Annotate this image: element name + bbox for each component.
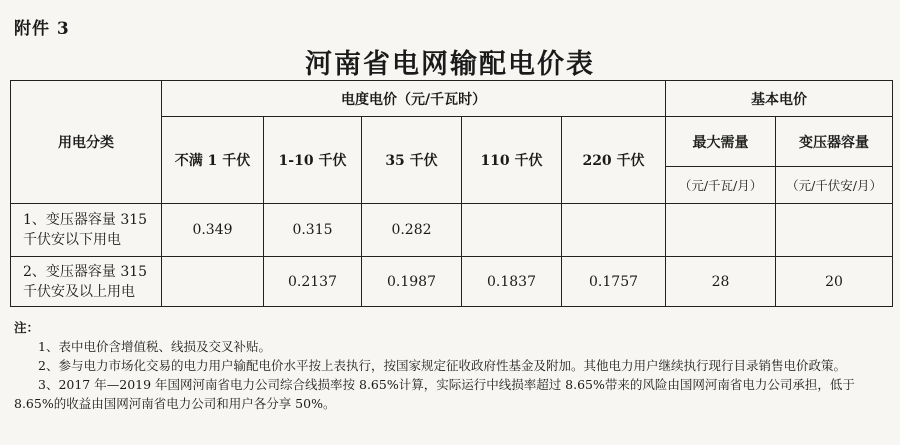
- transformer-capacity-header: 变压器容量: [776, 117, 893, 167]
- max-demand-header: 最大需量: [666, 117, 776, 167]
- row-label-line: 千伏安以下用电: [23, 232, 121, 248]
- table-cell: 0.315: [264, 204, 362, 257]
- table-row: [11, 257, 893, 307]
- attachment-label: 附件 3: [14, 19, 70, 39]
- table-cell: 20: [776, 257, 893, 307]
- note-item: 3、2017 年—2019 年国网河南省电力公司综合线损率按 8.65%计算，实际运行中线损率超过 8.65%带来的风险由国网河南省电力公司承担，低于 8.65%的收益由国网河南省电力公司和用户各分享 50%。: [14, 377, 855, 411]
- table-cell: 0.2137: [264, 257, 362, 307]
- page-title: 河南省电网输配电价表: [305, 49, 595, 80]
- notes-heading: 注：: [14, 320, 40, 335]
- category-header: 用电分类: [11, 81, 162, 204]
- table-cell: [776, 204, 893, 257]
- price-table: [10, 80, 893, 307]
- row-label-line: 2、变压器容量 315: [23, 263, 148, 280]
- note-item: 2、参与电力市场化交易的电力用户输配电价水平按上表执行，按国家规定征收政府性基金及附加。其他电力用户继续执行现行目录销售电价政策。: [38, 358, 846, 373]
- table-cell: [666, 204, 776, 257]
- voltage-header: 35 千伏: [362, 117, 462, 204]
- row-label-line: 千伏安及以上用电: [23, 283, 135, 300]
- energy-price-header: 电度电价（元/千瓦时）: [162, 81, 666, 117]
- table-cell: 0.1837: [462, 257, 562, 307]
- max-demand-unit: （元/千瓦/月）: [666, 167, 776, 204]
- table-cell: 0.282: [362, 204, 462, 257]
- table-cell: 0.1987: [362, 257, 462, 307]
- table-cell: [562, 204, 666, 257]
- transformer-capacity-unit: （元/千伏安/月）: [776, 167, 893, 204]
- basic-price-header: 基本电价: [666, 81, 893, 117]
- table-cell: 0.1757: [562, 257, 666, 307]
- table-cell: 0.349: [162, 204, 264, 257]
- row-label: [11, 204, 162, 257]
- voltage-header: 110 千伏: [462, 117, 562, 204]
- row-label-line: 1、变压器容量 315: [23, 212, 148, 228]
- voltage-header: 220 千伏: [562, 117, 666, 204]
- table-cell: [162, 257, 264, 307]
- note-item: 1、表中电价含增值税、线损及交叉补贴。: [38, 339, 271, 354]
- row-label: [11, 257, 162, 307]
- table-cell: 28: [666, 257, 776, 307]
- voltage-header: 不满 1 千伏: [162, 117, 264, 204]
- table-cell: [462, 204, 562, 257]
- table-row: [11, 204, 893, 257]
- voltage-header: 1-10 千伏: [264, 117, 362, 204]
- notes-section: [14, 318, 886, 413]
